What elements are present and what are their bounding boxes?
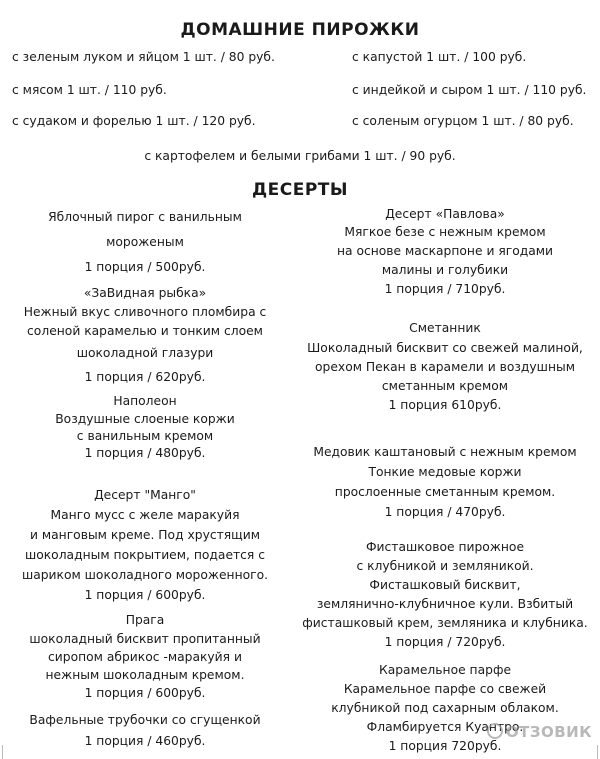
otzovik-logo-icon bbox=[487, 723, 503, 739]
dessert-line: Воздушные слоеные коржи bbox=[55, 412, 235, 426]
dessert-line: шоколадным покрытием, подается с bbox=[24, 548, 266, 562]
dessert-price: 1 порция / 710руб. bbox=[384, 282, 506, 296]
watermark bbox=[487, 723, 592, 741]
dessert-item bbox=[300, 538, 590, 652]
dessert-line: нежным шоколадным кремом. bbox=[45, 668, 245, 682]
dessert-line: шариком шоколадного мороженного. bbox=[21, 568, 269, 582]
pie-item: с мясом 1 шт. / 110 руб. bbox=[12, 83, 167, 97]
dessert-line: Шоколадный бисквит со свежей малиной, bbox=[307, 341, 583, 355]
dessert-item bbox=[10, 392, 280, 462]
dessert-price: 1 порция / 600руб. bbox=[84, 588, 206, 602]
dessert-line: с клубникой и земляникой. bbox=[356, 559, 534, 573]
dessert-name: Наполеон bbox=[113, 394, 177, 408]
pie-item: с капустой 1 шт. / 100 руб. bbox=[352, 50, 527, 64]
dessert-item bbox=[10, 485, 280, 605]
dessert-line: клубникой под сахарным облаком. bbox=[331, 701, 559, 715]
dessert-line: Тонкие медовые коржи bbox=[368, 465, 522, 479]
dessert-name: Десерт «Павлова» bbox=[385, 207, 505, 221]
dessert-item bbox=[300, 660, 590, 756]
dessert-name: Карамельное парфе bbox=[378, 663, 512, 677]
dessert-line: землянично-клубничное кули. Взбитый bbox=[316, 597, 574, 611]
dessert-line: Мягкое безе с нежным кремом bbox=[344, 225, 546, 239]
dessert-item bbox=[10, 610, 280, 702]
dessert-name: «ЗаВидная рыбка» bbox=[83, 286, 207, 300]
dessert-line: фисташковый крем, земляника и клубника. bbox=[302, 616, 588, 630]
dessert-line: на основе маскарпоне и ягодами bbox=[336, 244, 554, 258]
dessert-name: Медовик каштановый с нежным кремом bbox=[313, 445, 577, 459]
dessert-item bbox=[300, 442, 590, 522]
dessert-price: 1 порция / 480руб. bbox=[84, 446, 206, 460]
dessert-name: Яблочный пирог с ванильным bbox=[48, 210, 242, 224]
dessert-price: 1 порция / 470руб. bbox=[384, 505, 506, 519]
dessert-line: Манго мусс с желе маракуйя bbox=[50, 508, 240, 522]
dessert-line: Нежный вкус сливочного пломбира с bbox=[23, 305, 267, 319]
dessert-line: шоколадной глазури bbox=[76, 346, 214, 360]
desserts-title: ДЕСЕРТЫ bbox=[251, 180, 348, 200]
dessert-line: Фламбируется Куантро. bbox=[366, 720, 524, 734]
dessert-item bbox=[10, 710, 280, 752]
dessert-price: 1 порция / 500руб. bbox=[84, 260, 206, 274]
dessert-item bbox=[300, 205, 590, 299]
dessert-line: малины и голубики bbox=[381, 263, 509, 277]
dessert-line: соленой карамелью и тонким слоем bbox=[27, 324, 263, 338]
dessert-price: 1 порция 720руб. bbox=[388, 739, 502, 753]
dessert-price: 1 порция / 600руб. bbox=[84, 686, 206, 700]
dessert-name: Фисташковое пирожное bbox=[365, 540, 525, 554]
pie-item: с индейкой и сыром 1 шт. / 110 руб. bbox=[352, 83, 587, 97]
dessert-item bbox=[10, 205, 280, 280]
dessert-line: и манговым креме. Под хрустящим bbox=[29, 528, 261, 542]
dessert-price: 1 порция 610руб. bbox=[388, 398, 502, 412]
dessert-line: шоколадный бисквит пропитанный bbox=[29, 632, 261, 646]
watermark-text: ОТЗОВИК bbox=[505, 723, 592, 741]
dessert-name: Прага bbox=[125, 613, 165, 627]
dessert-line: прослоенные сметанным кремом. bbox=[334, 485, 556, 499]
dessert-line: орехом Пекан в карамели и воздушным bbox=[315, 360, 575, 374]
page-edge-right bbox=[597, 745, 598, 759]
dessert-price: 1 порция / 620руб. bbox=[84, 370, 206, 384]
pie-item: с судаком и форелью 1 шт. / 120 руб. bbox=[12, 114, 256, 128]
dessert-line: сметанным кремом bbox=[381, 379, 509, 393]
dessert-line: Карамельное парфе со свежей bbox=[343, 682, 547, 696]
pie-item: с картофелем и белыми грибами 1 шт. / 90 руб. bbox=[144, 149, 456, 163]
dessert-item bbox=[10, 284, 280, 388]
dessert-line: с ванильным кремом bbox=[76, 429, 214, 443]
dessert-name: Вафельные трубочки со сгущенкой bbox=[29, 713, 261, 727]
dessert-price: 1 порция / 460руб. bbox=[84, 734, 206, 748]
dessert-line: Фисташковый бисквит, bbox=[369, 578, 521, 592]
page-edge-left bbox=[2, 745, 3, 759]
pies-title: ДОМАШНИЕ ПИРОЖКИ bbox=[180, 20, 420, 40]
pie-item: с соленым огурцом 1 шт. / 80 руб. bbox=[352, 114, 574, 128]
dessert-line: сиропом абрикос -маракуйя и bbox=[48, 650, 242, 664]
dessert-name: Сметанник bbox=[409, 321, 481, 335]
dessert-price: 1 порция / 720руб. bbox=[384, 635, 506, 649]
dessert-name: Десерт "Манго" bbox=[94, 488, 196, 502]
pie-item: с зеленым луком и яйцом 1 шт. / 80 руб. bbox=[12, 50, 275, 64]
dessert-item bbox=[300, 318, 590, 415]
dessert-line: мороженым bbox=[106, 235, 184, 249]
